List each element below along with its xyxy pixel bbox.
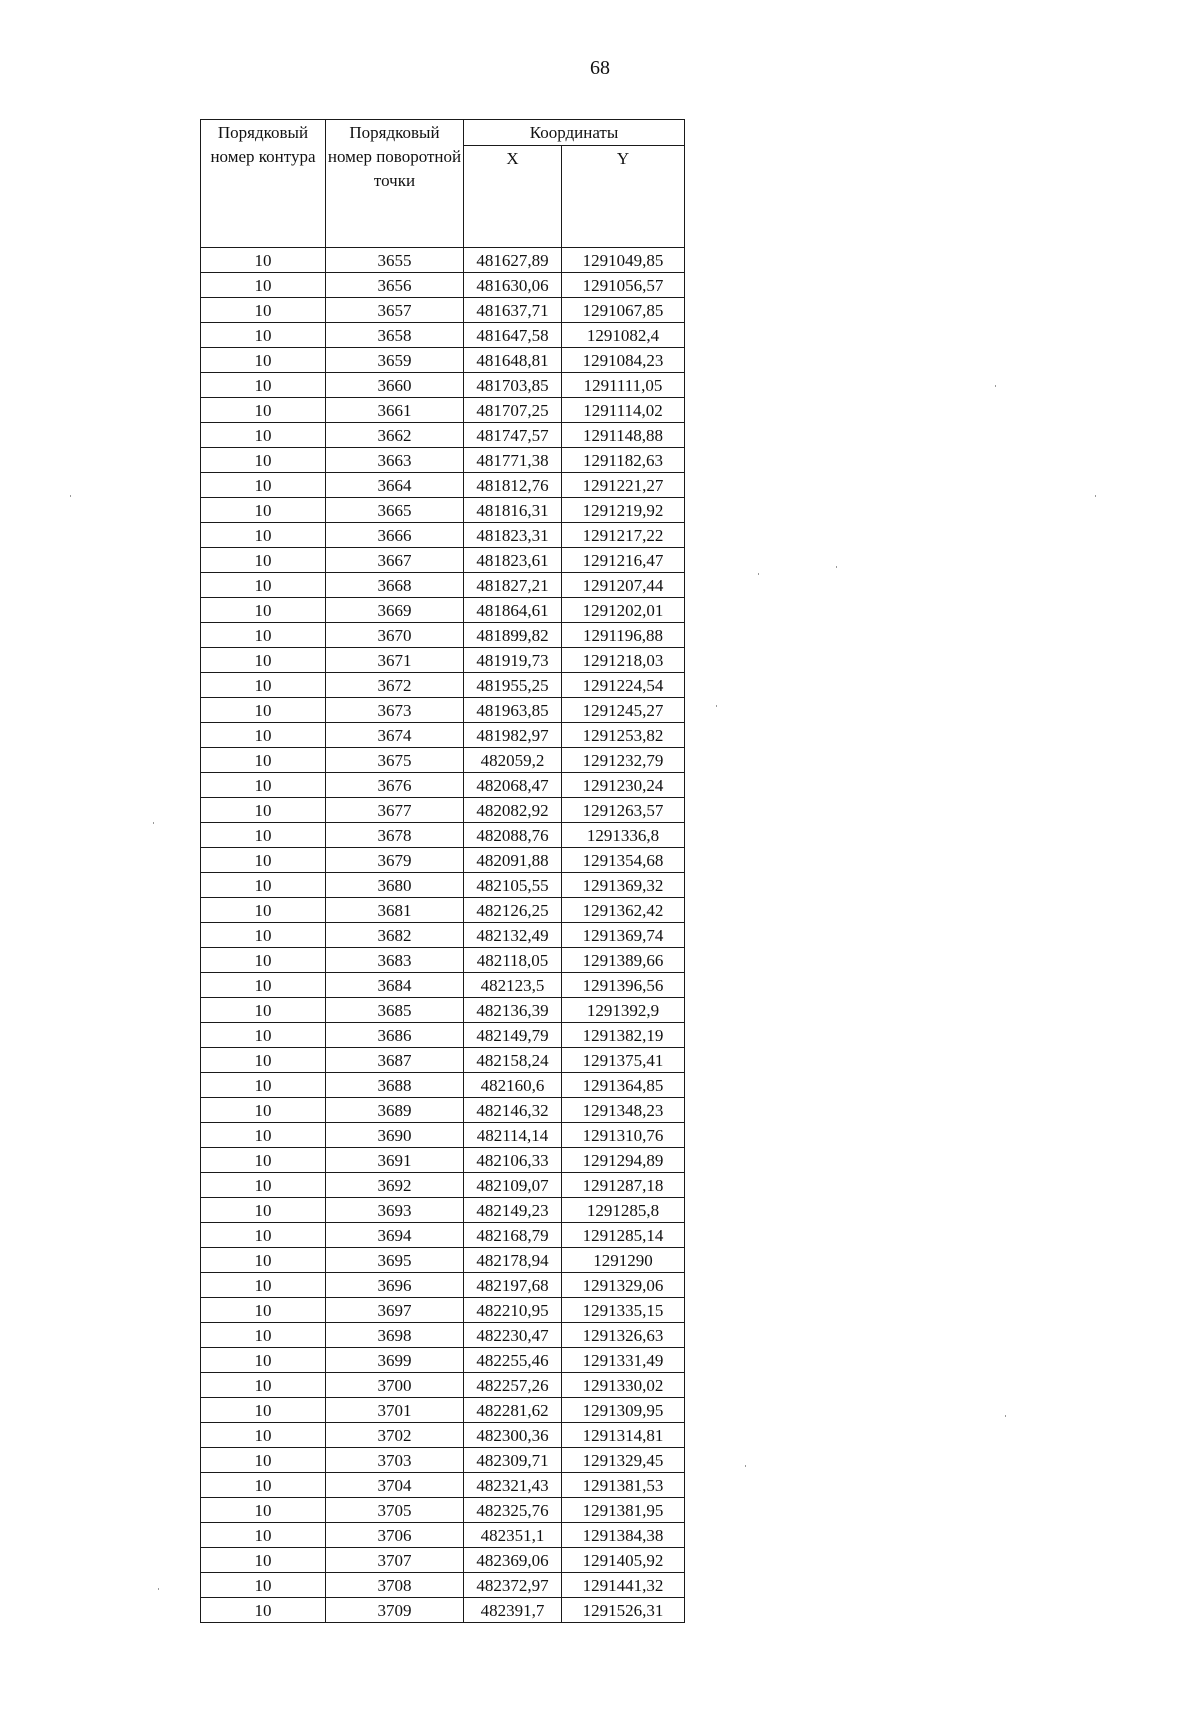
cell-point: 3680 — [326, 873, 464, 898]
cell-point: 3679 — [326, 848, 464, 873]
cell-x: 482178,94 — [464, 1248, 562, 1273]
cell-x: 482257,26 — [464, 1373, 562, 1398]
cell-contour: 10 — [201, 898, 326, 923]
cell-point: 3693 — [326, 1198, 464, 1223]
table-row — [201, 973, 685, 998]
cell-contour: 10 — [201, 273, 326, 298]
cell-y: 1291219,92 — [562, 498, 685, 523]
cell-x: 482068,47 — [464, 773, 562, 798]
cell-x: 482126,25 — [464, 898, 562, 923]
cell-y: 1291392,9 — [562, 998, 685, 1023]
cell-point: 3677 — [326, 798, 464, 823]
cell-contour: 10 — [201, 1548, 326, 1573]
cell-contour: 10 — [201, 298, 326, 323]
cell-contour: 10 — [201, 398, 326, 423]
cell-y: 1291294,89 — [562, 1148, 685, 1173]
table-row — [201, 1348, 685, 1373]
cell-x: 482106,33 — [464, 1148, 562, 1173]
cell-contour: 10 — [201, 923, 326, 948]
cell-y: 1291348,23 — [562, 1098, 685, 1123]
cell-point: 3681 — [326, 898, 464, 923]
table-row — [201, 548, 685, 573]
cell-x: 481955,25 — [464, 673, 562, 698]
cell-x: 482391,7 — [464, 1598, 562, 1623]
table-row — [201, 448, 685, 473]
cell-x: 482105,55 — [464, 873, 562, 898]
cell-x: 482197,68 — [464, 1273, 562, 1298]
table-row — [201, 773, 685, 798]
scan-speck — [1095, 495, 1096, 497]
table-row — [201, 573, 685, 598]
cell-contour: 10 — [201, 1273, 326, 1298]
table-row — [201, 323, 685, 348]
cell-x: 481647,58 — [464, 323, 562, 348]
cell-y: 1291056,57 — [562, 273, 685, 298]
cell-y: 1291263,57 — [562, 798, 685, 823]
cell-y: 1291384,38 — [562, 1523, 685, 1548]
table-row — [201, 523, 685, 548]
cell-y: 1291287,18 — [562, 1173, 685, 1198]
cell-x: 481827,21 — [464, 573, 562, 598]
table-row — [201, 1298, 685, 1323]
table-row — [201, 1273, 685, 1298]
cell-contour: 10 — [201, 848, 326, 873]
cell-x: 482123,5 — [464, 973, 562, 998]
cell-contour: 10 — [201, 248, 326, 273]
cell-point: 3658 — [326, 323, 464, 348]
cell-y: 1291382,19 — [562, 1023, 685, 1048]
table-row — [201, 673, 685, 698]
cell-contour: 10 — [201, 1098, 326, 1123]
table-row — [201, 948, 685, 973]
cell-point: 3705 — [326, 1498, 464, 1523]
cell-x: 482114,14 — [464, 1123, 562, 1148]
cell-y: 1291309,95 — [562, 1398, 685, 1423]
cell-y: 1291224,54 — [562, 673, 685, 698]
cell-contour: 10 — [201, 573, 326, 598]
cell-contour: 10 — [201, 423, 326, 448]
cell-x: 482109,07 — [464, 1173, 562, 1198]
cell-point: 3660 — [326, 373, 464, 398]
cell-y: 1291182,63 — [562, 448, 685, 473]
table-row — [201, 598, 685, 623]
cell-y: 1291369,74 — [562, 923, 685, 948]
scan-speck — [716, 705, 717, 707]
cell-contour: 10 — [201, 548, 326, 573]
cell-y: 1291364,85 — [562, 1073, 685, 1098]
cell-x: 481703,85 — [464, 373, 562, 398]
cell-contour: 10 — [201, 1048, 326, 1073]
cell-contour: 10 — [201, 1523, 326, 1548]
cell-y: 1291217,22 — [562, 523, 685, 548]
scan-speck — [836, 566, 837, 568]
cell-y: 1291196,88 — [562, 623, 685, 648]
cell-point: 3678 — [326, 823, 464, 848]
cell-y: 1291329,45 — [562, 1448, 685, 1473]
cell-y: 1291396,56 — [562, 973, 685, 998]
cell-contour: 10 — [201, 648, 326, 673]
cell-x: 482136,39 — [464, 998, 562, 1023]
cell-contour: 10 — [201, 498, 326, 523]
cell-contour: 10 — [201, 723, 326, 748]
cell-y: 1291230,24 — [562, 773, 685, 798]
cell-point: 3667 — [326, 548, 464, 573]
cell-contour: 10 — [201, 1223, 326, 1248]
cell-contour: 10 — [201, 748, 326, 773]
cell-x: 481707,25 — [464, 398, 562, 423]
cell-y: 1291314,81 — [562, 1423, 685, 1448]
cell-point: 3673 — [326, 698, 464, 723]
cell-x: 481627,89 — [464, 248, 562, 273]
table-row — [201, 898, 685, 923]
cell-point: 3666 — [326, 523, 464, 548]
cell-y: 1291148,88 — [562, 423, 685, 448]
cell-contour: 10 — [201, 798, 326, 823]
cell-contour: 10 — [201, 1148, 326, 1173]
cell-x: 481630,06 — [464, 273, 562, 298]
table-row — [201, 1198, 685, 1223]
cell-y: 1291049,85 — [562, 248, 685, 273]
cell-y: 1291285,14 — [562, 1223, 685, 1248]
cell-y: 1291207,44 — [562, 573, 685, 598]
cell-point: 3696 — [326, 1273, 464, 1298]
cell-point: 3708 — [326, 1573, 464, 1598]
cell-y: 1291354,68 — [562, 848, 685, 873]
cell-contour: 10 — [201, 1373, 326, 1398]
table-row — [201, 1523, 685, 1548]
cell-y: 1291326,63 — [562, 1323, 685, 1348]
cell-contour: 10 — [201, 1473, 326, 1498]
cell-point: 3709 — [326, 1598, 464, 1623]
cell-x: 482091,88 — [464, 848, 562, 873]
cell-point: 3692 — [326, 1173, 464, 1198]
cell-contour: 10 — [201, 1448, 326, 1473]
table-row — [201, 1148, 685, 1173]
cell-y: 1291082,4 — [562, 323, 685, 348]
cell-y: 1291114,02 — [562, 398, 685, 423]
cell-point: 3663 — [326, 448, 464, 473]
cell-point: 3665 — [326, 498, 464, 523]
cell-y: 1291310,76 — [562, 1123, 685, 1148]
cell-x: 482372,97 — [464, 1573, 562, 1598]
cell-contour: 10 — [201, 1598, 326, 1623]
header-point-number: Порядковый номер поворотной точки — [326, 120, 464, 248]
cell-contour: 10 — [201, 1573, 326, 1598]
cell-x: 481963,85 — [464, 698, 562, 723]
cell-x: 482149,79 — [464, 1023, 562, 1048]
cell-x: 481899,82 — [464, 623, 562, 648]
cell-x: 482325,76 — [464, 1498, 562, 1523]
cell-point: 3664 — [326, 473, 464, 498]
cell-x: 482210,95 — [464, 1298, 562, 1323]
cell-point: 3687 — [326, 1048, 464, 1073]
table-row — [201, 1373, 685, 1398]
cell-y: 1291084,23 — [562, 348, 685, 373]
cell-x: 482168,79 — [464, 1223, 562, 1248]
cell-x: 481823,31 — [464, 523, 562, 548]
table-row — [201, 1423, 685, 1448]
cell-point: 3691 — [326, 1148, 464, 1173]
table-row — [201, 1223, 685, 1248]
table-row — [201, 723, 685, 748]
cell-y: 1291290 — [562, 1248, 685, 1273]
cell-y: 1291253,82 — [562, 723, 685, 748]
cell-y: 1291375,41 — [562, 1048, 685, 1073]
cell-point: 3702 — [326, 1423, 464, 1448]
cell-y: 1291381,53 — [562, 1473, 685, 1498]
cell-y: 1291285,8 — [562, 1198, 685, 1223]
cell-y: 1291331,49 — [562, 1348, 685, 1373]
cell-x: 482321,43 — [464, 1473, 562, 1498]
cell-point: 3685 — [326, 998, 464, 1023]
cell-point: 3697 — [326, 1298, 464, 1323]
cell-x: 481812,76 — [464, 473, 562, 498]
cell-x: 482088,76 — [464, 823, 562, 848]
cell-x: 482132,49 — [464, 923, 562, 948]
cell-point: 3706 — [326, 1523, 464, 1548]
table-row — [201, 1398, 685, 1423]
cell-contour: 10 — [201, 1023, 326, 1048]
cell-y: 1291362,42 — [562, 898, 685, 923]
scan-speck — [1005, 1415, 1006, 1417]
cell-x: 482160,6 — [464, 1073, 562, 1098]
table-row — [201, 248, 685, 273]
cell-point: 3671 — [326, 648, 464, 673]
table-row — [201, 1498, 685, 1523]
cell-y: 1291389,66 — [562, 948, 685, 973]
table-row — [201, 1548, 685, 1573]
scan-speck — [995, 385, 996, 387]
cell-y: 1291216,47 — [562, 548, 685, 573]
cell-x: 481816,31 — [464, 498, 562, 523]
cell-x: 481823,61 — [464, 548, 562, 573]
cell-point: 3675 — [326, 748, 464, 773]
cell-x: 481637,71 — [464, 298, 562, 323]
cell-y: 1291329,06 — [562, 1273, 685, 1298]
cell-contour: 10 — [201, 1123, 326, 1148]
scan-speck — [70, 495, 71, 497]
cell-point: 3700 — [326, 1373, 464, 1398]
table-row — [201, 648, 685, 673]
table-row — [201, 1098, 685, 1123]
cell-contour: 10 — [201, 1298, 326, 1323]
cell-y: 1291221,27 — [562, 473, 685, 498]
cell-point: 3656 — [326, 273, 464, 298]
header-x: X — [464, 146, 562, 248]
cell-point: 3684 — [326, 973, 464, 998]
cell-x: 482082,92 — [464, 798, 562, 823]
cell-point: 3704 — [326, 1473, 464, 1498]
cell-contour: 10 — [201, 673, 326, 698]
table-row — [201, 373, 685, 398]
table-row — [201, 1023, 685, 1048]
cell-contour: 10 — [201, 523, 326, 548]
table-row — [201, 923, 685, 948]
cell-x: 482255,46 — [464, 1348, 562, 1373]
cell-point: 3674 — [326, 723, 464, 748]
cell-contour: 10 — [201, 973, 326, 998]
cell-y: 1291218,03 — [562, 648, 685, 673]
table-row — [201, 823, 685, 848]
cell-y: 1291336,8 — [562, 823, 685, 848]
cell-y: 1291381,95 — [562, 1498, 685, 1523]
cell-x: 481771,38 — [464, 448, 562, 473]
cell-point: 3686 — [326, 1023, 464, 1048]
cell-contour: 10 — [201, 873, 326, 898]
table-row — [201, 1073, 685, 1098]
cell-contour: 10 — [201, 998, 326, 1023]
cell-contour: 10 — [201, 448, 326, 473]
cell-point: 3690 — [326, 1123, 464, 1148]
cell-contour: 10 — [201, 1323, 326, 1348]
header-coordinates: Координаты — [464, 120, 685, 146]
cell-point: 3694 — [326, 1223, 464, 1248]
cell-contour: 10 — [201, 1248, 326, 1273]
table-row — [201, 623, 685, 648]
table-row — [201, 1048, 685, 1073]
cell-x: 481747,57 — [464, 423, 562, 448]
cell-contour: 10 — [201, 823, 326, 848]
cell-x: 482309,71 — [464, 1448, 562, 1473]
cell-x: 482149,23 — [464, 1198, 562, 1223]
cell-contour: 10 — [201, 1198, 326, 1223]
cell-contour: 10 — [201, 773, 326, 798]
cell-y: 1291111,05 — [562, 373, 685, 398]
cell-contour: 10 — [201, 373, 326, 398]
scan-speck — [153, 822, 154, 824]
cell-contour: 10 — [201, 323, 326, 348]
cell-contour: 10 — [201, 948, 326, 973]
cell-point: 3659 — [326, 348, 464, 373]
cell-point: 3698 — [326, 1323, 464, 1348]
scan-speck — [745, 1465, 746, 1467]
cell-point: 3682 — [326, 923, 464, 948]
table-body — [201, 248, 685, 1623]
cell-y: 1291441,32 — [562, 1573, 685, 1598]
table-row — [201, 748, 685, 773]
table-row — [201, 473, 685, 498]
table-row — [201, 298, 685, 323]
header-contour-number: Порядковый номер контура — [201, 120, 326, 248]
cell-contour: 10 — [201, 473, 326, 498]
cell-x: 482059,2 — [464, 748, 562, 773]
header-y: Y — [562, 146, 685, 248]
cell-point: 3676 — [326, 773, 464, 798]
cell-x: 481864,61 — [464, 598, 562, 623]
table-row — [201, 1123, 685, 1148]
table-row — [201, 1573, 685, 1598]
cell-point: 3683 — [326, 948, 464, 973]
scan-speck — [758, 573, 759, 575]
cell-contour: 10 — [201, 1173, 326, 1198]
cell-x: 482230,47 — [464, 1323, 562, 1348]
cell-point: 3707 — [326, 1548, 464, 1573]
cell-point: 3701 — [326, 1398, 464, 1423]
table-row — [201, 698, 685, 723]
table-row — [201, 498, 685, 523]
table-row — [201, 273, 685, 298]
cell-point: 3669 — [326, 598, 464, 623]
cell-x: 482158,24 — [464, 1048, 562, 1073]
cell-x: 481648,81 — [464, 348, 562, 373]
table-row — [201, 398, 685, 423]
cell-contour: 10 — [201, 598, 326, 623]
cell-x: 482351,1 — [464, 1523, 562, 1548]
cell-point: 3655 — [326, 248, 464, 273]
table-row — [201, 1248, 685, 1273]
cell-x: 482118,05 — [464, 948, 562, 973]
table-row — [201, 1473, 685, 1498]
table-row — [201, 848, 685, 873]
cell-contour: 10 — [201, 1498, 326, 1523]
cell-point: 3670 — [326, 623, 464, 648]
coordinates-table — [200, 119, 685, 1623]
page-number: 68 — [590, 57, 610, 79]
table-row — [201, 1173, 685, 1198]
cell-y: 1291067,85 — [562, 298, 685, 323]
cell-point: 3703 — [326, 1448, 464, 1473]
table-row — [201, 873, 685, 898]
table-header — [201, 120, 685, 248]
table-row — [201, 1448, 685, 1473]
cell-point: 3657 — [326, 298, 464, 323]
cell-point: 3699 — [326, 1348, 464, 1373]
cell-point: 3668 — [326, 573, 464, 598]
cell-contour: 10 — [201, 623, 326, 648]
cell-y: 1291245,27 — [562, 698, 685, 723]
cell-contour: 10 — [201, 1073, 326, 1098]
cell-x: 481919,73 — [464, 648, 562, 673]
cell-point: 3672 — [326, 673, 464, 698]
cell-y: 1291232,79 — [562, 748, 685, 773]
table-row — [201, 423, 685, 448]
cell-point: 3689 — [326, 1098, 464, 1123]
cell-y: 1291335,15 — [562, 1298, 685, 1323]
table-row — [201, 1598, 685, 1623]
cell-y: 1291330,02 — [562, 1373, 685, 1398]
cell-contour: 10 — [201, 1398, 326, 1423]
cell-x: 482369,06 — [464, 1548, 562, 1573]
cell-contour: 10 — [201, 698, 326, 723]
cell-x: 482146,32 — [464, 1098, 562, 1123]
cell-y: 1291405,92 — [562, 1548, 685, 1573]
cell-contour: 10 — [201, 1423, 326, 1448]
cell-contour: 10 — [201, 1348, 326, 1373]
cell-y: 1291526,31 — [562, 1598, 685, 1623]
cell-y: 1291202,01 — [562, 598, 685, 623]
table-row — [201, 998, 685, 1023]
table-row — [201, 1323, 685, 1348]
cell-y: 1291369,32 — [562, 873, 685, 898]
cell-point: 3695 — [326, 1248, 464, 1273]
cell-x: 482281,62 — [464, 1398, 562, 1423]
scan-speck — [158, 1588, 159, 1590]
cell-point: 3662 — [326, 423, 464, 448]
cell-contour: 10 — [201, 348, 326, 373]
cell-point: 3661 — [326, 398, 464, 423]
cell-x: 482300,36 — [464, 1423, 562, 1448]
cell-point: 3688 — [326, 1073, 464, 1098]
table-row — [201, 348, 685, 373]
cell-x: 481982,97 — [464, 723, 562, 748]
table-row — [201, 798, 685, 823]
